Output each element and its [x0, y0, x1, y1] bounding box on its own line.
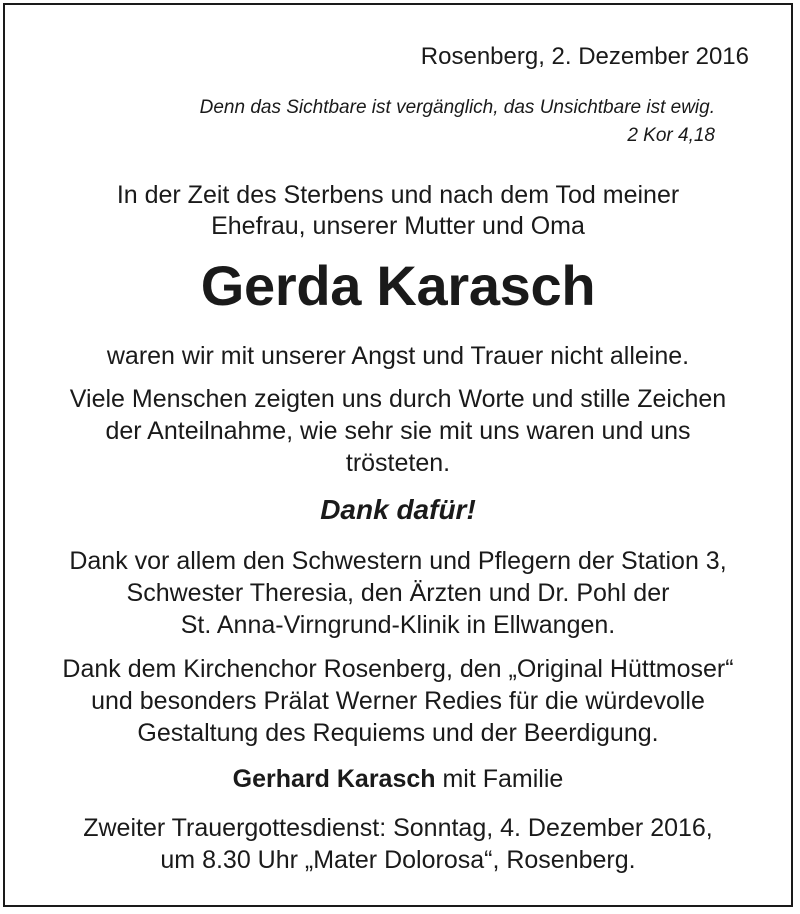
body-paragraph-4-line-1: Dank dem Kirchenchor Rosenberg, den „Original Hüttmoser“	[62, 655, 734, 683]
bible-quote-reference: 2 Kor 4,18	[627, 125, 715, 146]
service-info-line-1: Zweiter Trauergottesdienst: Sonntag, 4. Dezember 2016,	[83, 814, 713, 842]
thanks-heading: Dank dafür!	[320, 494, 476, 525]
body-paragraph-4-line-3: Gestaltung des Requiems und der Beerdigung.	[137, 719, 659, 747]
body-paragraph-3-line-1: Dank vor allem den Schwestern und Pflegern der Station 3,	[69, 547, 727, 575]
body-paragraph-4-line-2: und besonders Prälat Werner Redies für die würdevolle	[91, 687, 705, 715]
body-paragraph-2-line-1: Viele Menschen zeigten uns durch Worte und stille Zeichen	[69, 385, 727, 413]
notice-date: Rosenberg, 2. Dezember 2016	[420, 43, 749, 70]
intro-line-1: In der Zeit des Sterbens und nach dem Tod meiner	[116, 181, 680, 209]
body-paragraph-3-line-2: Schwester Theresia, den Ärzten und Dr. Pohl der	[126, 579, 670, 607]
body-paragraph-2-line-3: trösteten.	[345, 449, 451, 477]
body-paragraph-2-line-2: der Anteilnahme, wie sehr sie mit uns waren und uns	[105, 417, 691, 445]
intro-line-2: Ehefrau, unserer Mutter und Oma	[211, 212, 585, 240]
signature	[5, 765, 791, 794]
signature-name: Gerhard Karasch	[232, 765, 436, 793]
bible-quote: Denn das Sichtbare ist vergänglich, das Unsichtbare ist ewig.	[199, 97, 715, 118]
service-info-line-2: um 8.30 Uhr „Mater Dolorosa“, Rosenberg.	[160, 846, 636, 874]
obituary-notice	[3, 3, 793, 907]
body-paragraph-1: waren wir mit unserer Angst und Trauer nicht alleine.	[106, 342, 690, 370]
signature-suffix: mit Familie	[435, 765, 564, 793]
deceased-name: Gerda Karasch	[200, 254, 596, 317]
body-paragraph-3-line-3: St. Anna-Virngrund-Klinik in Ellwangen.	[180, 611, 616, 639]
